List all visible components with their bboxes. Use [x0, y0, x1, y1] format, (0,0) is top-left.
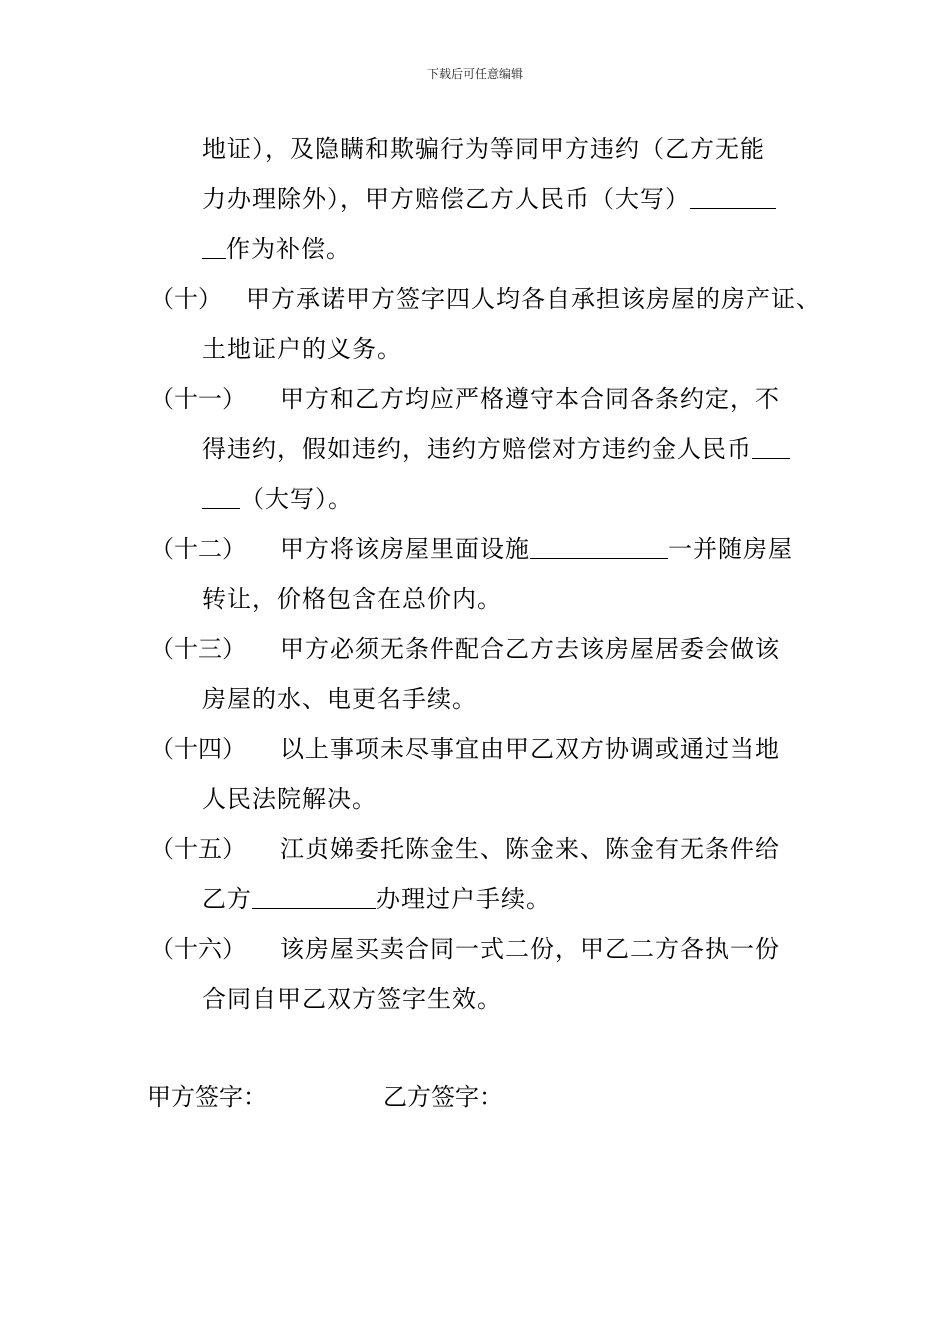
- clause-line: 房屋的水、电更名手续。: [202, 685, 477, 713]
- clause-line: [202, 434, 790, 464]
- page-header: 下载后可任意编辑: [426, 67, 523, 81]
- paragraph-line: [202, 234, 351, 264]
- fill-in-blank: [690, 184, 776, 209]
- fill-in-blank: [202, 484, 240, 509]
- clause-number: （十五）: [150, 835, 246, 863]
- clause-line: 甲方必须无条件配合乙方去该房屋居委会做该: [280, 635, 780, 663]
- fill-in-blank: [752, 434, 790, 459]
- party-b-signature-label: 乙方签字：: [383, 1083, 503, 1111]
- clause-text: 办理过户手续。: [376, 885, 551, 913]
- clause-text: （大写）。: [240, 485, 353, 513]
- clause-line: 该房屋买卖合同一式二份，甲乙二方各执一份: [280, 935, 780, 963]
- clause-number: （十一）: [150, 385, 246, 413]
- clause-text: 甲方将该房屋里面设施: [280, 535, 530, 563]
- paragraph-text: 力办理除外），甲方赔偿乙方人民币（大写）: [202, 185, 690, 213]
- fill-in-blank: [252, 884, 376, 909]
- paragraph-line: [202, 184, 776, 214]
- clause-text: 一并随房屋: [668, 535, 793, 563]
- paragraph-line: 地证），及隐瞒和欺骗行为等同甲方违约（乙方无能: [202, 135, 765, 163]
- clause-line: [202, 884, 551, 914]
- clause-number: （十六）: [150, 935, 246, 963]
- clause-line: [202, 484, 353, 514]
- clause-number: （十）: [150, 285, 222, 313]
- clause-text: 乙方: [202, 885, 252, 913]
- paragraph-text: 作为补偿。: [226, 235, 351, 263]
- clause-line: 甲方承诺甲方签字四人均各自承担该房屋的房产证、: [246, 285, 821, 313]
- clause-number: （十二）: [150, 535, 246, 563]
- clause-line: 合同自甲乙双方签字生效。: [202, 985, 502, 1013]
- clause-number: （十四）: [150, 735, 246, 763]
- fill-in-blank: [530, 534, 668, 559]
- clause-line: 江贞娣委托陈金生、陈金来、陈金有无条件给: [280, 835, 780, 863]
- clause-line: 以上事项未尽事宜由甲乙双方协调或通过当地: [280, 735, 780, 763]
- clause-line: 转让，价格包含在总价内。: [202, 585, 502, 613]
- clause-line: 土地证户的义务。: [202, 335, 402, 363]
- party-a-signature-label: 甲方签字：: [147, 1083, 267, 1111]
- clause-text: 得违约，假如违约，违约方赔偿对方违约金人民币: [202, 435, 752, 463]
- fill-in-blank: [202, 234, 226, 259]
- clause-line: [280, 534, 793, 564]
- clause-number: （十三）: [150, 635, 246, 663]
- clause-line: 人民法院解决。: [202, 785, 377, 813]
- clause-line: 甲方和乙方均应严格遵守本合同各条约定，不: [280, 385, 780, 413]
